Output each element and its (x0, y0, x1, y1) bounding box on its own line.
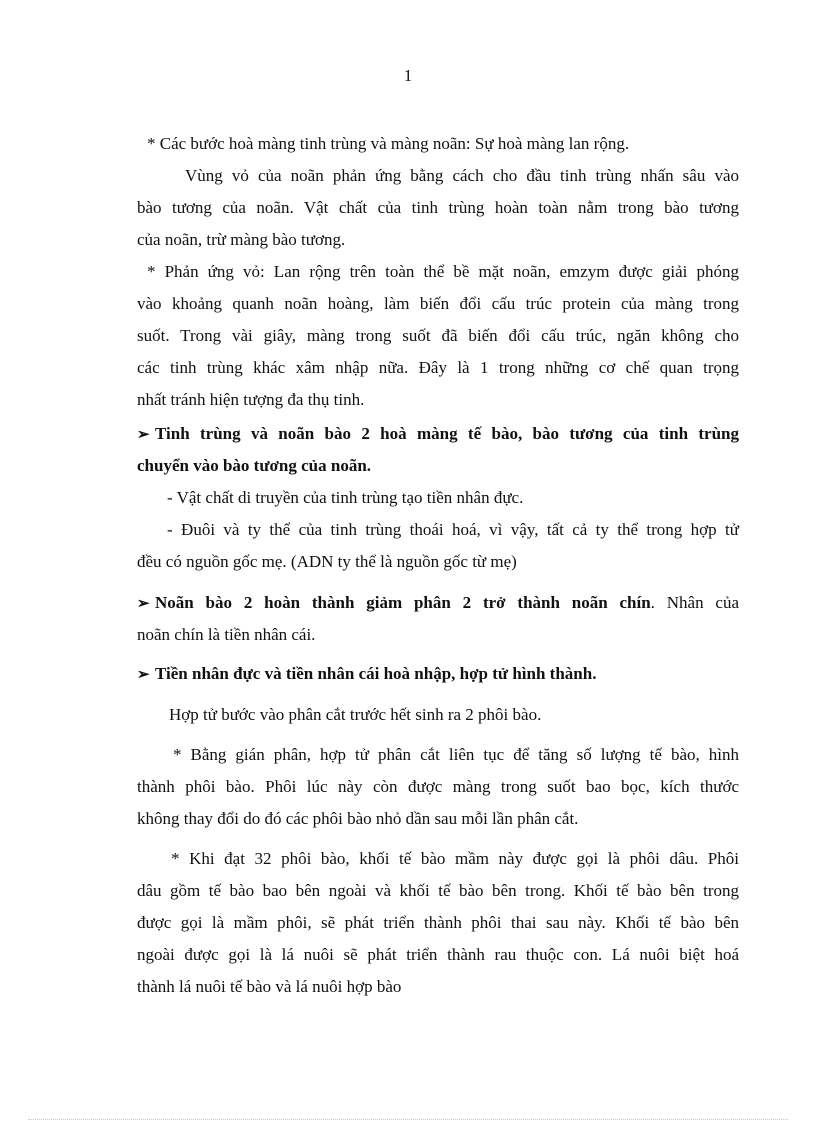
bullet-heading: ➢ Noãn bào 2 hoàn thành giảm phân 2 trở thành noãn chín. Nhân của (137, 587, 739, 619)
paragraph-line: Hợp tử bước vào phân cắt trước hết sinh ra 2 phôi bào. (169, 705, 542, 724)
paragraph-line: - Đuôi và ty thể của tinh trùng thoái hoá, vì vậy, tất cả ty thể trong hợp tử (167, 520, 739, 539)
paragraph-line: * Khi đạt 32 phôi bào, khối tế bào mầm này được gọi là phôi dâu. Phôi (171, 849, 739, 868)
paragraph-line: * Bằng gián phân, hợp tử phân cắt liên tục để tăng số lượng tế bào, hình (173, 745, 739, 764)
paragraph-line: - Vật chất di truyền của tinh trùng tạo tiền nhân đực. (167, 488, 524, 507)
paragraph-line: dâu gồm tế bào bao bên ngoài và khối tế bào bên trong. Khối tế bào bên trong (137, 881, 739, 900)
arrow-bullet-icon: ➢ (137, 667, 150, 683)
bullet-heading: ➢ Tinh trùng và noãn bào 2 hoà màng tế bào, bào tương của tinh trùng (137, 418, 739, 450)
bullet-heading: ➢ Tiền nhân đực và tiền nhân cái hoà nhập, hợp tử hình thành. (137, 658, 739, 690)
paragraph-line: bào tương của noãn. Vật chất của tinh trùng hoàn toàn nằm trong bào tương (137, 198, 739, 217)
paragraph-line: thành lá nuôi tế bào và lá nuôi hợp bào (137, 977, 402, 996)
paragraph-line: của noãn, trừ màng bào tương. (137, 230, 346, 249)
paragraph-line: suốt. Trong vài giây, màng trong suốt đã biến đổi cấu trúc, ngăn không cho (137, 326, 739, 345)
paragraph-line: không thay đổi do đó các phôi bào nhỏ dần sau mỗi lần phân cắt. (137, 809, 579, 828)
paragraph-line: vào khoảng quanh noãn hoàng, làm biến đổi cấu trúc protein của màng trong (137, 294, 739, 313)
paragraph-line: đều có nguồn gốc mẹ. (ADN ty thể là nguồn gốc từ mẹ) (137, 552, 517, 571)
paragraph-line: thành phôi bào. Phôi lúc này còn được màng trong suốt bao bọc, kích thước (137, 777, 739, 796)
paragraph-line: * Các bước hoà màng tinh trùng và màng noãn: Sự hoà màng lan rộng. (147, 134, 630, 153)
arrow-bullet-icon: ➢ (137, 596, 150, 612)
paragraph-line: được gọi là mầm phôi, sẽ phát triển thành phôi thai sau này. Khối tế bào bên (137, 913, 739, 932)
page-bottom-divider (28, 1119, 788, 1120)
paragraph-line: Vùng vỏ của noãn phản ứng bằng cách cho đầu tinh trùng nhấn sâu vào (185, 166, 739, 185)
paragraph-line: nhất tránh hiện tượng đa thụ tinh. (137, 390, 365, 409)
bullet-heading-cont: chuyển vào bào tương của noãn. (137, 456, 372, 475)
paragraph-line: noãn chín là tiền nhân cái. (137, 625, 316, 644)
paragraph-line: ngoài được gọi là lá nuôi sẽ phát triển thành rau thuộc con. Lá nuôi biệt hoá (137, 945, 739, 964)
paragraph-line: * Phản ứng vỏ: Lan rộng trên toàn thể bề mặt noãn, emzym được giải phóng (147, 262, 739, 281)
arrow-bullet-icon: ➢ (137, 427, 150, 443)
paragraph-line: các tinh trùng khác xâm nhập nữa. Đây là 1 trong những cơ chế quan trọng (137, 358, 739, 377)
page-number: 1 (403, 66, 413, 85)
